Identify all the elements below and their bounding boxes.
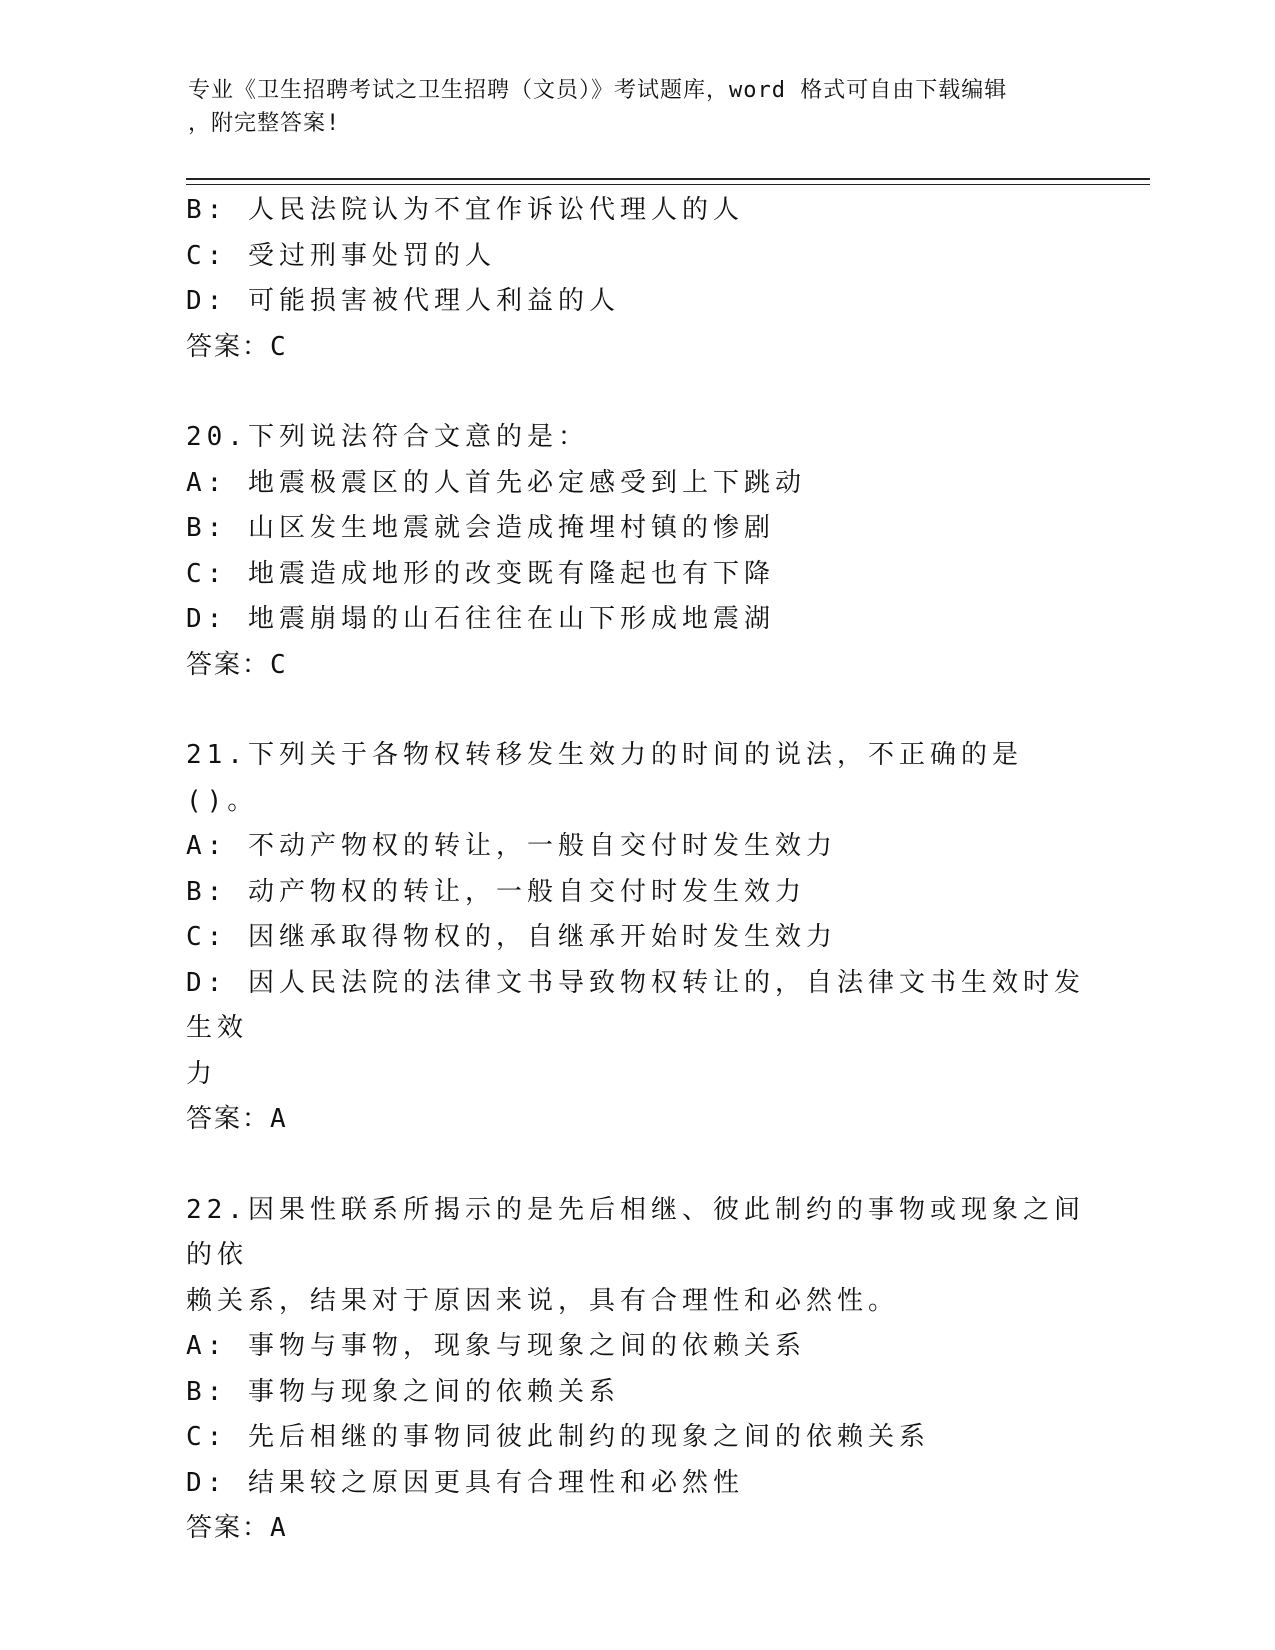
option-b: B: 动产物权的转让，一般自交付时发生效力 [186,876,806,907]
option-c: C: 受过刑事处罚的人 [186,240,496,271]
option-c: C: 因继承取得物权的，自继承开始时发生效力 [186,922,837,952]
continued-question [186,188,1086,370]
option-b: B: 山区发生地震就会造成掩埋村镇的惨剧 [186,513,775,543]
answer-line: 答案：A [186,1513,288,1543]
answer-line: 答案：A [186,1104,288,1134]
option-c: C: 先后相继的事物同彼此制约的现象之间的依赖关系 [186,1422,930,1452]
question-20 [186,415,1086,688]
option-d-continued: 力 [186,1058,218,1089]
question-stem: 20.下列说法符合文意的是： [186,422,589,452]
option-a: A: 不动产物权的转让，一般自交付时发生效力 [186,831,837,861]
answer-line: 答案：C [186,331,288,362]
option-b: B: 事物与现象之间的依赖关系 [186,1376,620,1407]
option-b: B: 人民法院认为不宜作诉讼代理人的人 [186,195,744,225]
question-21 [186,733,1086,1143]
question-stem-continued: 赖关系，结果对于原因来说，具有合理性和必然性。 [186,1285,900,1316]
option-d: D: 因人民法院的法律文书导致物权转让的，自法律文书生效时发生效 [186,967,1085,1043]
header-line-2: ，附完整答案! [188,111,341,136]
header-line-1: 专业《卫生招聘考试之卫生招聘（文员）》考试题库，word 格式可自由下载编辑 [188,78,1008,103]
option-d: D: 可能损害被代理人利益的人 [186,286,620,316]
header-divider-thin [186,184,1150,185]
question-stem: 21.下列关于各物权转移发生效力的时间的说法，不正确的是()。 [186,740,1023,816]
header-divider-thick [186,178,1150,180]
option-d: D: 结果较之原因更具有合理性和必然性 [186,1467,744,1498]
option-c: C: 地震造成地形的改变既有隆起也有下降 [186,558,775,589]
question-content [186,188,1086,1552]
question-22 [186,1188,1086,1552]
answer-line: 答案：C [186,649,288,680]
option-d: D: 地震崩塌的山石往往在山下形成地震湖 [186,604,775,634]
document-header [188,74,1068,140]
question-stem: 22.因果性联系所揭示的是先后相继、彼此制约的事物或现象之间的依 [186,1194,1085,1270]
option-a: A: 事物与事物，现象与现象之间的依赖关系 [186,1331,806,1361]
option-a: A: 地震极震区的人首先必定感受到上下跳动 [186,467,806,498]
